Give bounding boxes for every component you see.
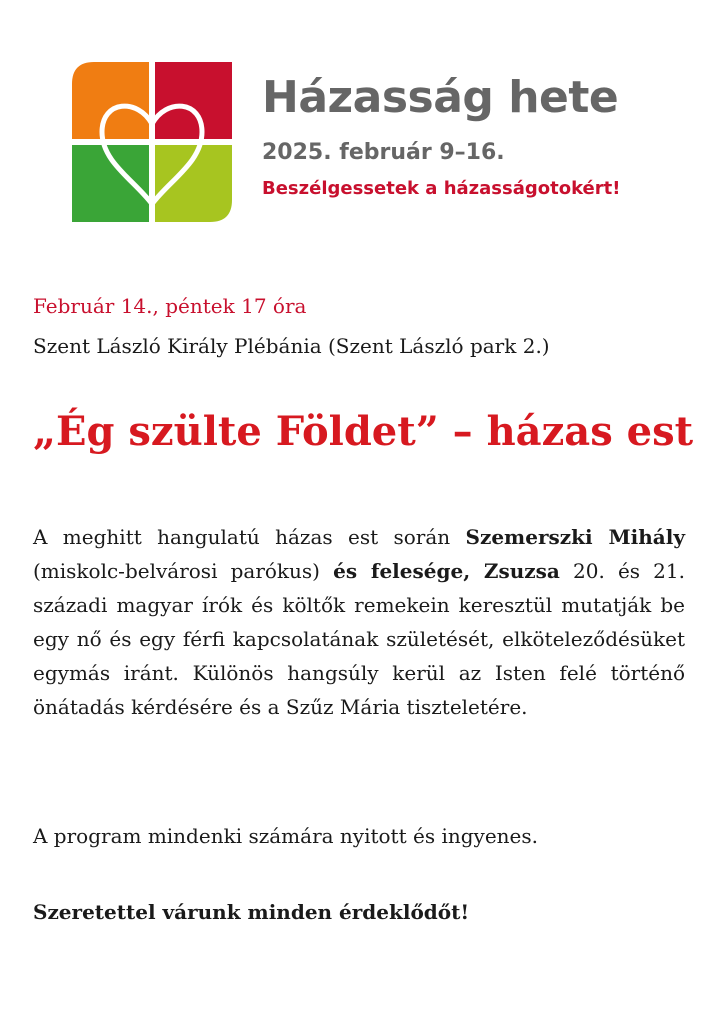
- desc-text: 20. és 21. századi magyar írók és költők remekein keresztül mutatják be egy nő és egy férfi kapcsolatának születését, elköteleződésüket egymás iránt. Különös hangsúly kerül az Isten felé történő önátadás kérdésére és a Szűz Mária tiszteletére.: [33, 559, 685, 719]
- logo-heart-icon: [72, 62, 232, 222]
- logo-red-tile: [155, 62, 232, 139]
- desc-text: (miskolc-belvárosi parókus): [33, 559, 334, 583]
- brand: [262, 70, 620, 202]
- brand-slogan: Beszélgessetek a házasságotokért!: [262, 178, 621, 199]
- header: [72, 62, 672, 222]
- brand-date: 2025. február 9–16.: [262, 140, 505, 165]
- event-title: „Ég szülte Földet” – házas est: [33, 408, 694, 455]
- event-description: [33, 520, 685, 724]
- desc-name: Szemerszki Mihály: [465, 525, 685, 549]
- open-entry-note: A program mindenki számára nyitott és ingyenes.: [33, 824, 538, 848]
- desc-spouse: és felesége, Zsuzsa: [333, 559, 560, 583]
- logo-orange-tile: [72, 62, 149, 139]
- event-when: Február 14., péntek 17 óra: [33, 294, 307, 318]
- brand-title: Házasság hete: [262, 72, 619, 123]
- closing-invitation: Szeretettel várunk minden érdeklődőt!: [33, 900, 470, 924]
- desc-text: A meghitt hangulatú házas est során: [33, 525, 466, 549]
- event-where: Szent László Király Plébánia (Szent László park 2.): [33, 334, 550, 358]
